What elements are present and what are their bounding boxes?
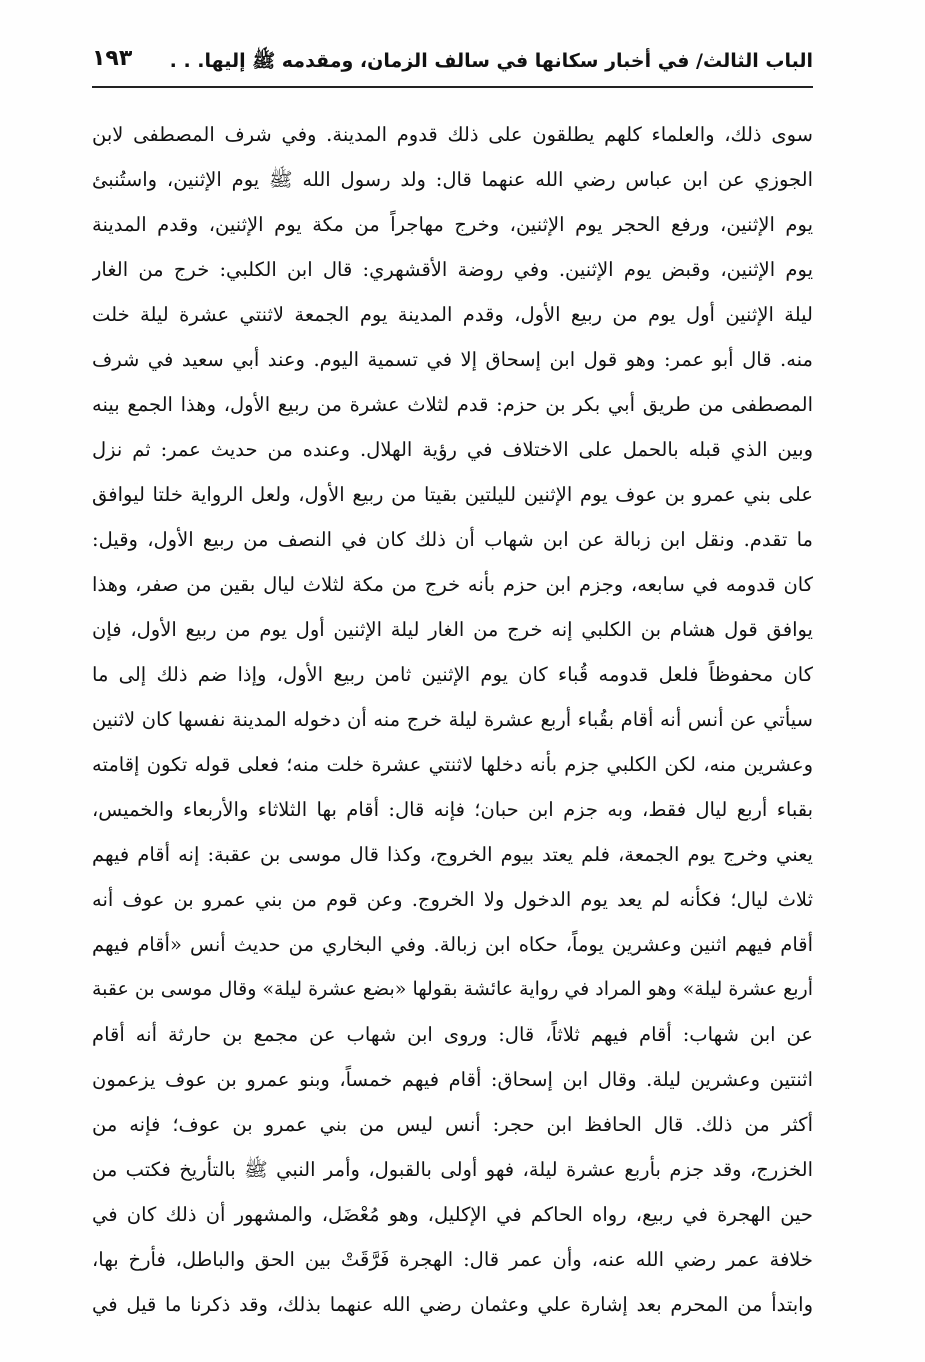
text-line: وبين الذي قبله بالحمل على الاختلاف في رؤية الهلال. وعنده من حديث عمر: ثم نزل xyxy=(92,438,813,461)
chapter-header-title: الباب الثالث/ في أخبار سكانها في سالف الزمان، ومقدمه ﷺ إليها. . . xyxy=(169,50,813,72)
text-line: الخزرج، وقد جزم بأربع عشرة ليلة، فهو أولى بالقبول، وأمر النبي ﷺ بالتأريخ فكتب من xyxy=(92,1158,813,1181)
text-line: كان قدومه في سابعه، وجزم ابن حزم بأنه خرج من مكة لثلاث ليال بقين من صفر، وهذا xyxy=(92,573,813,596)
text-line: كان محفوظاً فلعل قدومه قُباء كان يوم الإثنين ثامن ربيع الأول، وإذا ضم ذلك إلى ما xyxy=(92,663,813,686)
text-line: أكثر من ذلك. قال الحافظ ابن حجر: أنس ليس من بني عمرو بن عوف؛ فإنه من xyxy=(92,1113,813,1136)
text-line: حين الهجرة في ربيع، رواه الحاكم في الإكليل، وهو مُعْضَل، والمشهور أن ذلك كان في xyxy=(92,1203,813,1226)
text-line: أربع عشرة ليلة» وهو المراد في رواية عائشة بقولها «بضع عشرة ليلة» وقال موسى بن عقبة xyxy=(92,978,813,1000)
text-line: يعني وخرج يوم الجمعة، فلم يعتد بيوم الخروج، وكذا قال موسى بن عقبة: إنه أقام فيهم xyxy=(92,843,813,866)
text-line: سيأتي عن أنس أنه أقام بقُباء أربع عشرة ليلة خرج منه أن دخوله المدينة نفسها كان لاثنين xyxy=(92,708,813,731)
text-line: عن ابن شهاب: أقام فيهم ثلاثاً، قال: وروى ابن شهاب عن مجمع بن حارثة أنه أقام xyxy=(92,1023,813,1046)
page-number: ١٩٣ xyxy=(92,46,133,71)
text-line: منه. قال أبو عمر: وهو قول ابن إسحاق إلا في تسمية اليوم. وعند أبي سعيد في شرف xyxy=(92,348,813,371)
body-text xyxy=(92,112,813,1327)
header-rule xyxy=(92,86,813,88)
text-line: على بني عمرو بن عوف يوم الإثنين لليلتين بقيتا من ربيع الأول، ولعل الرواية خلتا ليوافق xyxy=(92,483,813,506)
text-line: يوم الإثنين، ورفع الحجر يوم الإثنين، وخرج مهاجراً من مكة يوم الإثنين، وقدم المدينة xyxy=(92,213,813,236)
text-line: وابتدأ من المحرم بعد إشارة علي وعثمان رضي الله عنهما بذلك، وقد ذكرنا ما قيل في xyxy=(92,1293,813,1316)
text-line: سوى ذلك، والعلماء كلهم يطلقون على ذلك قدوم المدينة. وفي شرف المصطفى لابن xyxy=(92,123,813,146)
text-line: بقباء أربع ليال فقط، وبه جزم ابن حبان؛ فإنه قال: أقام بها الثلاثاء والأربعاء والخميس، xyxy=(92,798,813,821)
text-line: الجوزي عن ابن عباس رضي الله عنهما قال: ولد رسول الله ﷺ يوم الإثنين، واستُنبئ xyxy=(92,168,813,191)
text-line: ليلة الإثنين أول يوم من ربيع الأول، وقدم المدينة يوم الجمعة لاثنتي عشرة ليلة خلت xyxy=(92,303,813,326)
text-line: أقام فيهم اثنين وعشرين يوماً، حكاه ابن زبالة. وفي البخاري من حديث أنس «أقام فيهم xyxy=(92,933,813,956)
text-line: ثلاث ليال؛ فكأنه لم يعد يوم الدخول ولا الخروج. وعن قوم من بني عمرو بن عوف أنه xyxy=(92,888,813,911)
text-line: المصطفى من طريق أبي بكر بن حزم: قدم لثلاث عشرة من ربيع الأول، وهذا الجمع بينه xyxy=(92,393,813,416)
text-line: ما تقدم. ونقل ابن زبالة عن ابن شهاب أن ذلك كان في النصف من ربيع الأول، وقيل: xyxy=(92,528,813,551)
running-header xyxy=(92,36,813,80)
text-line: خلافة عمر رضي الله عنه، وأن عمر قال: الهجرة فَرَّقَتْ بين الحق والباطل، فأرخ بها، xyxy=(92,1248,813,1271)
text-line: وعشرين منه، لكن الكلبي جزم بأنه دخلها لاثنتي عشرة خلت منه؛ فعلى قوله تكون إقامته xyxy=(92,753,813,776)
text-line: اثنتين وعشرين ليلة. وقال ابن إسحاق: أقام فيهم خمساً، وبنو عمرو بن عوف يزعمون xyxy=(92,1068,813,1091)
text-line: يوافق قول هشام بن الكلبي إنه خرج من الغار ليلة الإثنين أول يوم من ربيع الأول، فإن xyxy=(92,618,813,641)
text-line: يوم الإثنين، وقبض يوم الإثنين. وفي روضة الأقشهري: قال ابن الكلبي: خرج من الغار xyxy=(92,258,813,281)
